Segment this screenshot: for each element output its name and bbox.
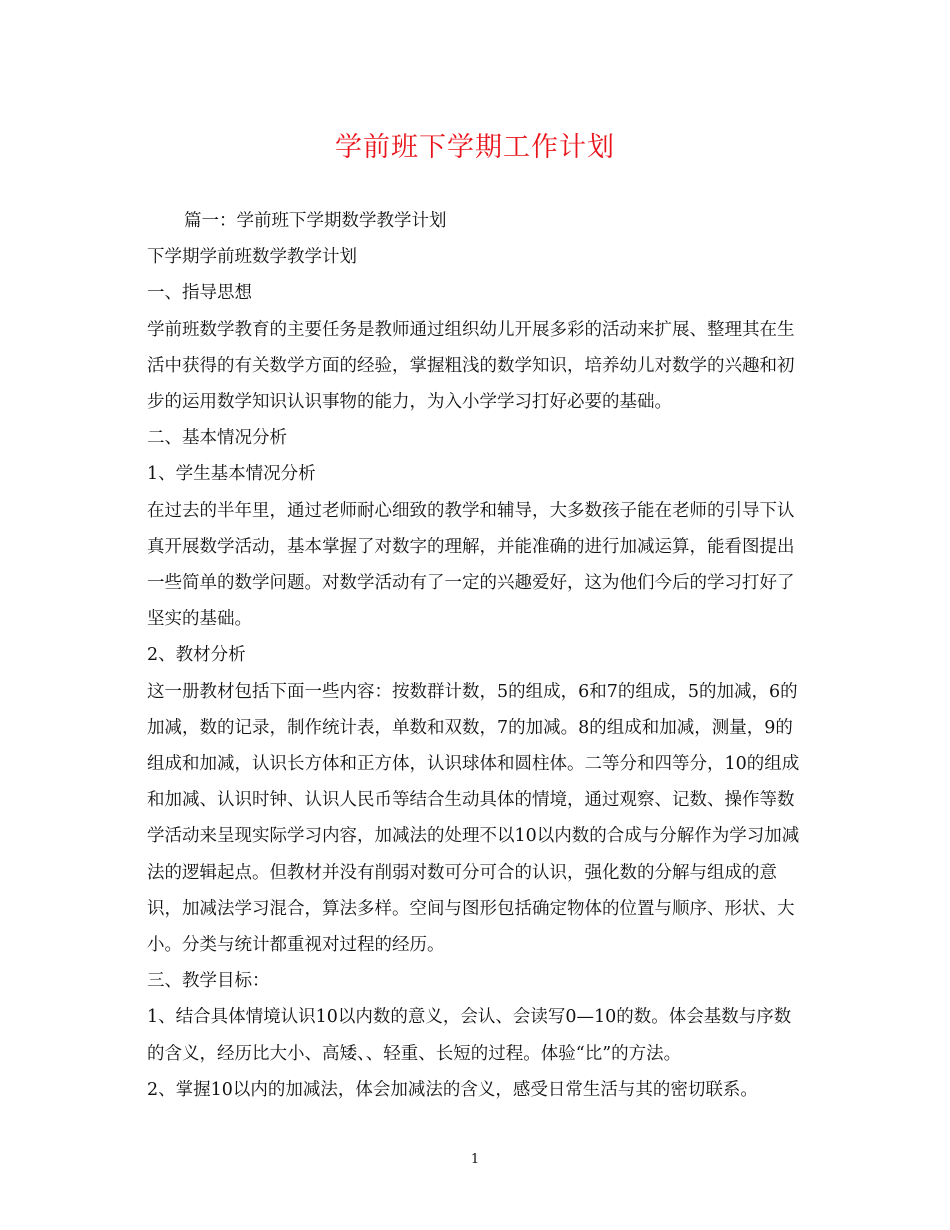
paragraph: 2、掌握10以内的加减法，体会加减法的含义，感受日常生活与其的密切联系。 (147, 1079, 758, 1100)
paragraph: 在过去的半年里，通过老师耐心细致的教学和辅导，大多数孩子能在老师的引导下认真开展数学活动，基本掌握了对数字的理解，并能准确的进行加减运算，能看图提出一些简单的数学问题。对数学活动有了一定的兴趣爱好，这为他们今后的学习打好了坚实的基础。 (147, 500, 795, 630)
subsection-heading: 1、学生基本情况分析 (147, 464, 316, 485)
page-number: 1 (470, 1152, 480, 1167)
document-body (147, 203, 807, 1108)
document-title: 学前班下学期工作计划 (335, 132, 615, 163)
paragraph: 学前班数学教育的主要任务是教师通过组织幼儿开展多彩的活动来扩展、整理其在生活中获得的有关数学方面的经验，掌握粗浅的数学知识，培养幼儿对数学的兴趣和初步的运用数学知识认识事物的能力，为入小学学习打好必要的基础。 (147, 319, 795, 413)
paragraph: 这一册教材包括下面一些内容：按数群计数，5的组成，6和7的组成，5的加减，6的加减，数的记录，制作统计表，单数和双数，7的加减。8的组成和加减，测量，9的组成和加减，认识长方体和正方体，认识球体和圆柱体。二等分和四等分，10的组成和加减、认识时钟、认识人民币等结合生动具体的情境，通过观察、记数、操作等数学活动来呈现实际学习内容，加减法的处理不以10以内数的合成与分解作为学习加减法的逻辑起点。但教材并没有削弱对数可分可合的认识，强化数的分解与组成的意识，加减法学习混合，算法多样。空间与图形包括确定物体的位置与顺序、形状、大小。分类与统计都重视对过程的经历。 (147, 681, 800, 956)
subsection-heading: 2、教材分析 (147, 645, 246, 666)
plan-subtitle: 下学期学前班数学教学计划 (147, 247, 357, 268)
section-heading: 一、指导思想 (147, 283, 252, 304)
paragraph: 1、结合具体情境认识10以内数的意义，会认、会读写0—10的数。体会基数与序数的含义，经历比大小、高矮、、轻重、长短的过程。体验“比”的方法。 (147, 1007, 792, 1064)
section-heading: 二、基本情况分析 (147, 428, 287, 449)
article-heading: 篇一：学前班下学期数学教学计划 (184, 211, 447, 231)
section-heading: 三、教学目标： (147, 971, 270, 992)
